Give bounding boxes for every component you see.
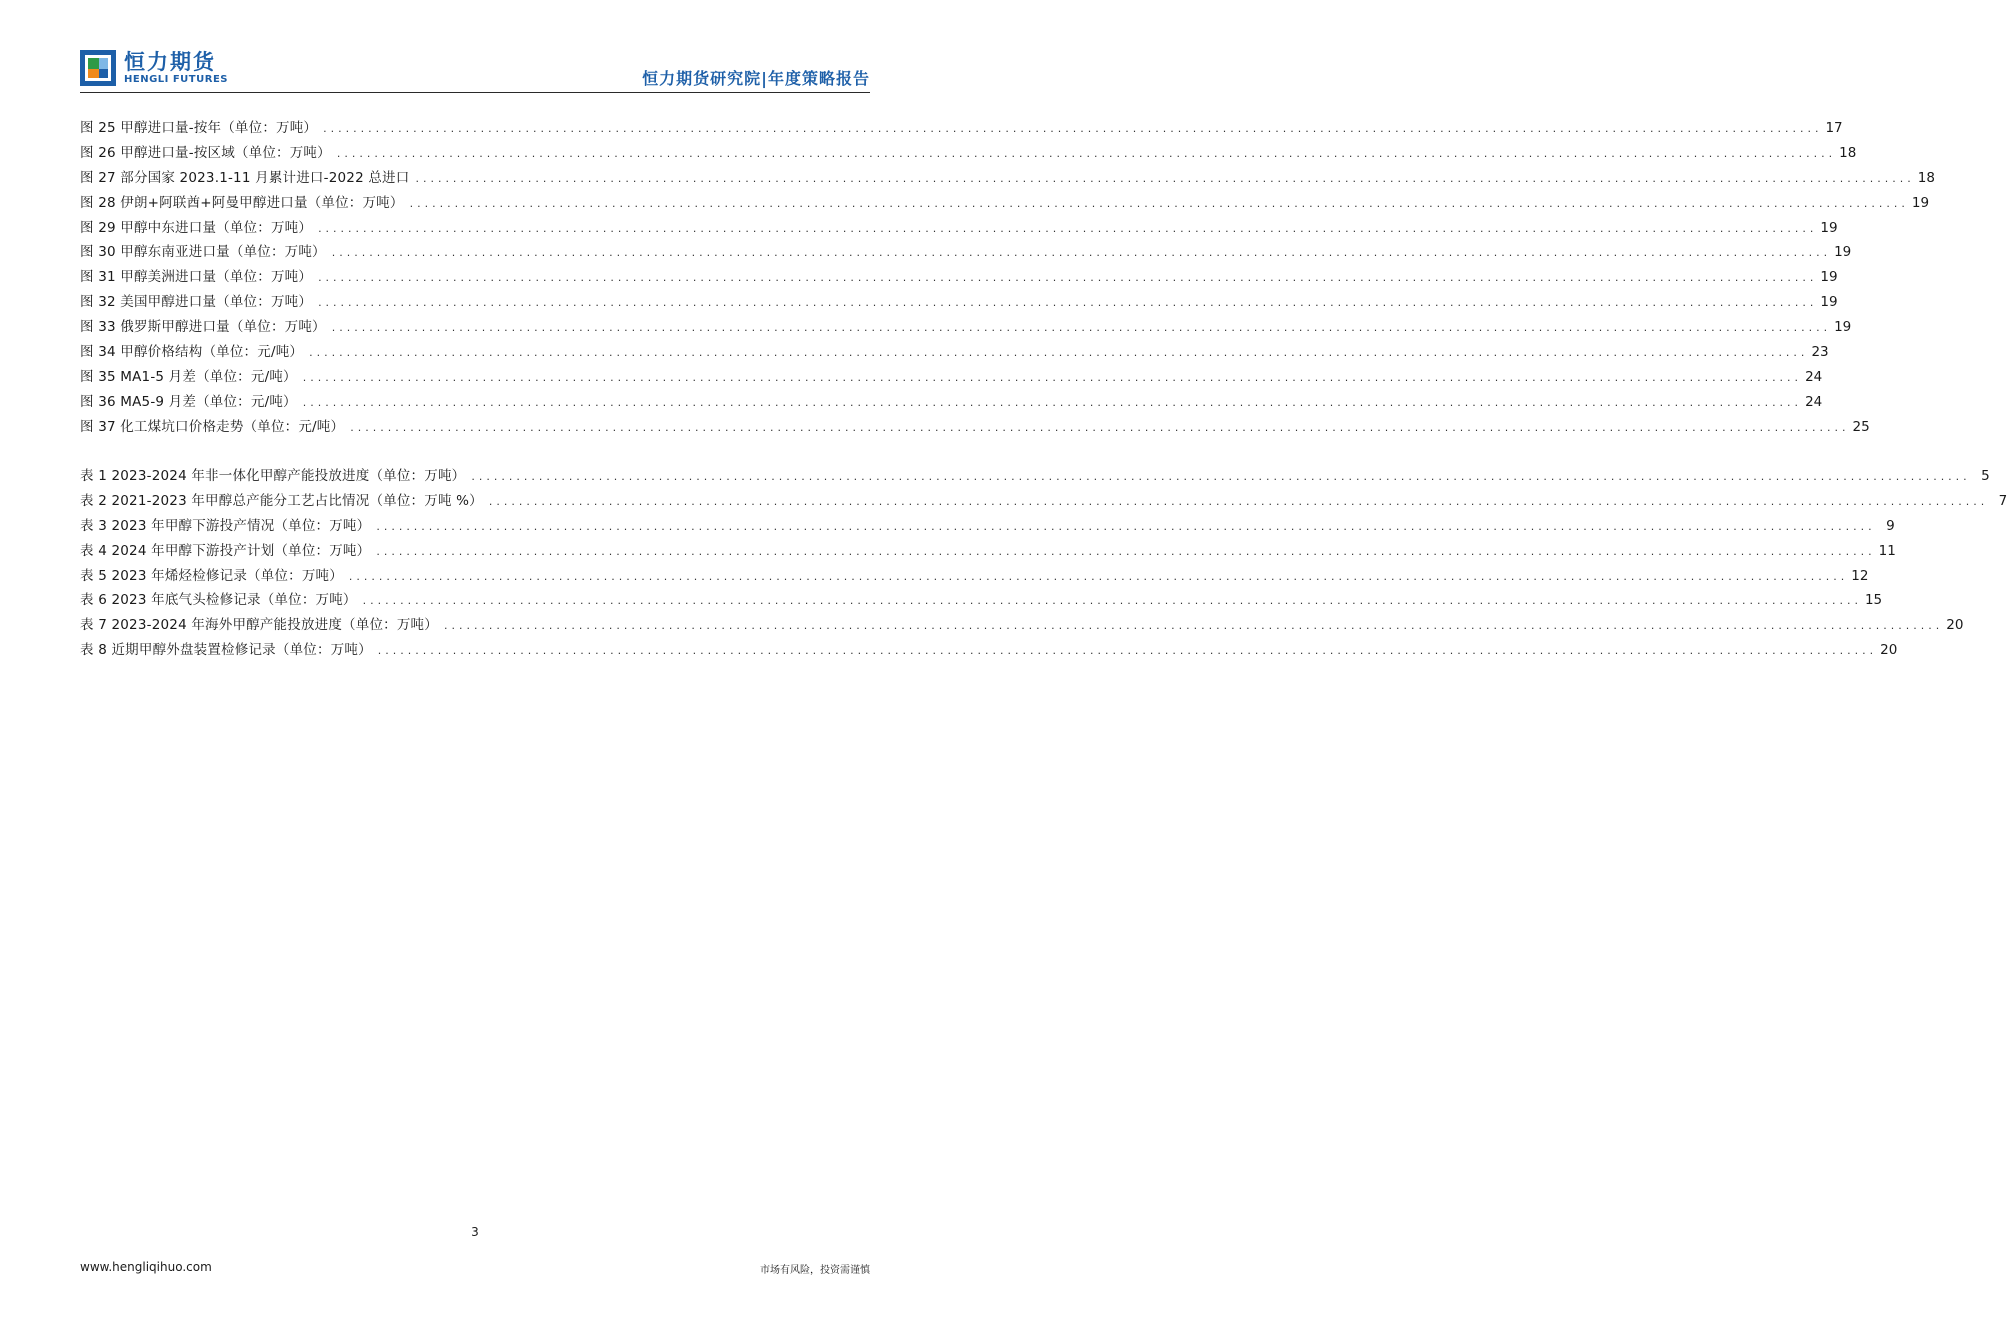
toc-entry-label[interactable]: 表 4 2024 年甲醇下游投产计划（单位：万吨） [80,542,371,559]
toc-leader-dots: ........................................................................................................................................................................................................ [376,519,1876,533]
toc-entry-label[interactable]: 表 1 2023-2024 年非一体化甲醇产能投放进度（单位：万吨） [80,468,466,484]
toc-leader-dots: ........................................................................................................................................................................................................ [318,221,1818,235]
table-toc-entry[interactable] [80,464,1990,489]
toc-entry-label[interactable]: 图 36 MA5-9 月差（单位：元/吨） [80,393,297,410]
page-number: 3 [471,1225,479,1239]
toc-entry-page[interactable]: 18 [1917,169,1935,186]
table-toc-entry[interactable] [80,588,1883,613]
toc-leader-dots: ........................................................................................................................................................................................................ [348,569,1849,583]
toc-entry-label[interactable]: 表 7 2023-2024 年海外甲醇产能投放进度（单位：万吨） [80,617,438,634]
figure-toc-entry[interactable] [80,340,1829,365]
footer-url[interactable]: www.hengliqihuo.com [80,1260,212,1274]
toc-leader-dots: ........................................................................................................................................................................................................ [350,420,1850,434]
table-toc-entry[interactable] [80,613,1964,638]
toc-entry-label[interactable]: 图 37 化工煤坑口价格走势（单位：元/吨） [80,418,345,435]
toc-entry-page[interactable]: 5 [1981,468,1990,484]
logo-mark-icon [80,50,116,86]
toc-entry-page[interactable]: 11 [1878,542,1896,559]
toc-leader-dots: ........................................................................................................................................................................................................ [488,494,1989,508]
toc-entry-label[interactable]: 图 31 甲醇美洲进口量（单位：万吨） [80,269,313,286]
toc-entry-page[interactable]: 19 [1820,294,1838,311]
toc-entry-page[interactable]: 19 [1820,269,1838,286]
toc-leader-dots: ........................................................................................................................................................................................................ [415,171,1915,185]
toc-entry-page[interactable]: 9 [1886,517,1895,534]
toc-leader-dots: ........................................................................................................................................................................................................ [376,544,1876,558]
figure-toc-entry[interactable] [80,116,1843,141]
toc-entry-label[interactable]: 图 30 甲醇东南亚进口量（单位：万吨） [80,244,326,261]
toc-leader-dots: ........................................................................................................................................................................................................ [302,370,1803,384]
table-toc-entry[interactable] [80,514,1895,539]
toc-leader-dots: ........................................................................................................................................................................................................ [318,296,1818,310]
logo-chinese-name: 恒力期货 [124,50,216,74]
table-toc-entry[interactable] [80,638,1898,663]
toc-leader-dots: ........................................................................................................................................................................................................ [471,470,1971,483]
toc-entry-label[interactable]: 图 32 美国甲醇进口量（单位：万吨） [80,294,313,311]
figure-list [80,116,1935,440]
toc-leader-dots: ........................................................................................................................................................................................................ [362,594,1862,608]
toc-entry-label[interactable]: 图 26 甲醇进口量-按区域（单位：万吨） [80,144,331,161]
toc-leader-dots: ........................................................................................................................................................................................................ [323,122,1823,135]
toc-entry-label[interactable]: 表 8 近期甲醇外盘装置检修记录（单位：万吨） [80,642,372,659]
toc-entry-page[interactable]: 18 [1839,144,1857,161]
figure-toc-entry[interactable] [80,315,1852,340]
table-toc-entry[interactable] [80,539,1896,564]
figure-toc-entry[interactable] [80,365,1823,390]
toc-entry-label[interactable]: 图 33 俄罗斯甲醇进口量（单位：万吨） [80,319,326,336]
figure-toc-entry[interactable] [80,191,1930,216]
toc-entry-label[interactable]: 图 25 甲醇进口量-按年（单位：万吨） [80,120,318,136]
table-toc-entry[interactable] [80,564,1869,589]
company-logo [80,48,228,88]
figure-toc-entry[interactable] [80,166,1935,191]
toc-entry-label[interactable]: 图 27 部分国家 2023.1-11 月累计进口-2022 总进口 [80,169,410,186]
toc-entry-page[interactable]: 20 [1946,617,1964,634]
toc-entry-label[interactable]: 表 3 2023 年甲醇下游投产情况（单位：万吨） [80,517,371,534]
toc-leader-dots: ........................................................................................................................................................................................................ [336,146,1837,160]
toc-entry-page[interactable]: 20 [1880,642,1898,659]
toc-entry-page[interactable]: 12 [1851,567,1869,584]
toc-entry-page[interactable]: 24 [1805,393,1823,410]
table-list [80,464,2007,663]
toc-entry-label[interactable]: 图 29 甲醇中东进口量（单位：万吨） [80,219,313,236]
figure-toc-entry[interactable] [80,240,1852,265]
toc-entry-label[interactable]: 表 5 2023 年烯烃检修记录（单位：万吨） [80,567,343,584]
toc-entry-page[interactable]: 15 [1864,592,1883,609]
toc-entry-label[interactable]: 图 28 伊朗+阿联酋+阿曼甲醇进口量（单位：万吨） [80,194,404,211]
toc-entry-label[interactable]: 图 35 MA1-5 月差（单位：元/吨） [80,368,297,385]
figure-toc-entry[interactable] [80,141,1857,166]
toc-leader-dots: ........................................................................................................................................................................................................ [443,619,1944,633]
toc-entry-page[interactable]: 23 [1811,344,1829,361]
toc-leader-dots: ........................................................................................................................................................................................................ [309,346,1809,360]
toc-entry-label[interactable]: 图 34 甲醇价格结构（单位：元/吨） [80,344,304,361]
toc-entry-page[interactable]: 19 [1834,319,1852,336]
toc-entry-page[interactable]: 19 [1911,194,1930,211]
figure-toc-entry[interactable] [80,415,1870,440]
toc-entry-page[interactable]: 19 [1834,244,1852,261]
risk-disclaimer: 市场有风险，投资需谨慎 [760,1265,870,1276]
toc-leader-dots: ........................................................................................................................................................................................................ [318,271,1818,285]
page-header [80,44,870,93]
toc-entry-label[interactable]: 表 2 2021-2023 年甲醇总产能分工艺占比情况（单位：万吨 %） [80,492,483,509]
figure-toc-entry[interactable] [80,290,1838,315]
toc-entry-page[interactable]: 25 [1852,418,1870,435]
toc-leader-dots: ........................................................................................................................................................................................................ [409,196,1909,210]
toc-leader-dots: ........................................................................................................................................................................................................ [377,644,1878,658]
toc-entry-label[interactable]: 表 6 2023 年底气头检修记录（单位：万吨） [80,592,357,609]
toc-entry-page[interactable]: 7 [1998,492,2007,509]
figure-toc-entry[interactable] [80,390,1823,415]
figure-toc-entry[interactable] [80,216,1838,241]
toc-leader-dots: ........................................................................................................................................................................................................ [331,321,1832,335]
report-title: 恒力期货研究院|年度策略报告 [642,69,870,88]
table-toc-entry[interactable] [80,489,2007,514]
toc-entry-page[interactable]: 17 [1825,120,1843,136]
figure-toc-entry[interactable] [80,265,1838,290]
logo-english-name: HENGLI FUTURES [124,74,228,85]
toc-entry-page[interactable]: 24 [1805,368,1823,385]
toc-entry-page[interactable]: 19 [1820,219,1838,236]
toc-leader-dots: ........................................................................................................................................................................................................ [302,395,1803,409]
toc-leader-dots: ........................................................................................................................................................................................................ [331,246,1832,260]
